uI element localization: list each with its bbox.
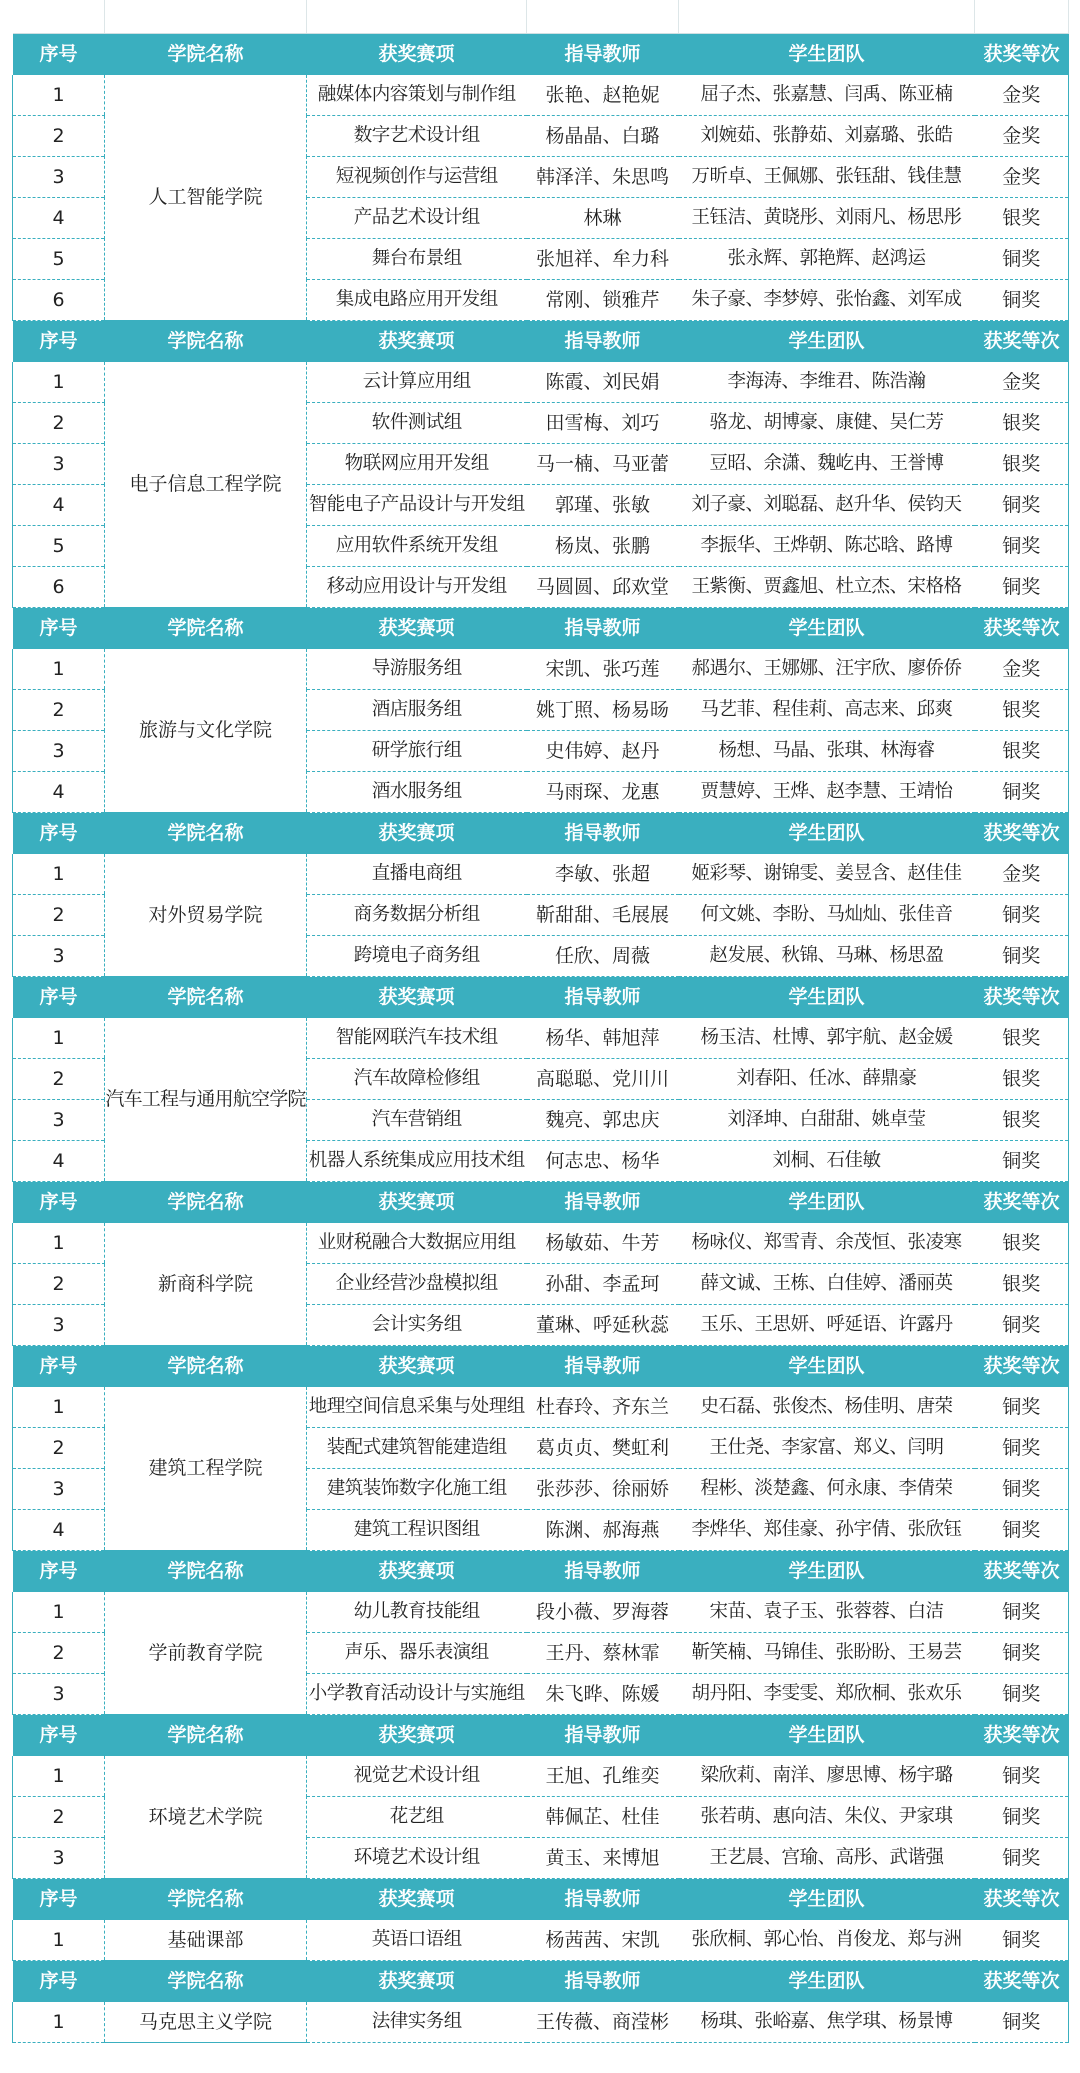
table-row <box>13 649 1069 690</box>
row-event: 移动应用设计与开发组 <box>307 567 527 608</box>
row-no: 3 <box>13 731 105 772</box>
header-award: 获奖等次 <box>975 34 1069 76</box>
row-event: 建筑工程识图组 <box>307 1510 527 1551</box>
row-event: 地理空间信息采集与处理组 <box>307 1387 527 1428</box>
row-award: 铜奖 <box>975 280 1069 321</box>
college-name: 环境艺术学院 <box>105 1756 307 1879</box>
row-team: 李海涛、李维君、陈浩瀚 <box>679 362 975 403</box>
row-event: 短视频创作与运营组 <box>307 157 527 198</box>
table-row <box>13 1387 1069 1428</box>
table-row <box>13 75 1069 116</box>
header-team: 学生团队 <box>679 813 975 855</box>
row-team: 豆昭、余潇、魏屹冉、王誉博 <box>679 444 975 485</box>
row-no: 3 <box>13 444 105 485</box>
table-row <box>13 1223 1069 1264</box>
row-award: 铜奖 <box>975 936 1069 977</box>
row-event: 软件测试组 <box>307 403 527 444</box>
header-team: 学生团队 <box>679 34 975 76</box>
table-row <box>13 1920 1069 1961</box>
row-teacher: 黄玉、来博旭 <box>527 1838 679 1879</box>
row-team: 骆龙、胡博豪、康健、吴仁芳 <box>679 403 975 444</box>
row-event: 直播电商组 <box>307 854 527 895</box>
header-no: 序号 <box>13 1182 105 1224</box>
row-teacher: 段小薇、罗海蓉 <box>527 1592 679 1633</box>
header-event: 获奖赛项 <box>307 977 527 1019</box>
row-team: 杨想、马晶、张琪、林海睿 <box>679 731 975 772</box>
row-award: 铜奖 <box>975 1756 1069 1797</box>
row-award: 银奖 <box>975 690 1069 731</box>
row-team: 马艺菲、程佳莉、高志来、邱爽 <box>679 690 975 731</box>
row-event: 企业经营沙盘模拟组 <box>307 1264 527 1305</box>
row-team: 赵发展、秋锦、马琳、杨思盈 <box>679 936 975 977</box>
row-team: 杨咏仪、郑雪青、余茂恒、张凌寒 <box>679 1223 975 1264</box>
row-award: 金奖 <box>975 362 1069 403</box>
row-teacher: 朱飞晔、陈媛 <box>527 1674 679 1715</box>
row-event: 智能电子产品设计与开发组 <box>307 485 527 526</box>
row-team: 贾慧婷、王烨、赵李慧、王靖怡 <box>679 772 975 813</box>
row-event: 机器人系统集成应用技术组 <box>307 1141 527 1182</box>
row-no: 1 <box>13 1223 105 1264</box>
college-name: 电子信息工程学院 <box>105 362 307 608</box>
header-college: 学院名称 <box>105 1551 307 1593</box>
row-award: 金奖 <box>975 116 1069 157</box>
header-college: 学院名称 <box>105 34 307 76</box>
row-award: 银奖 <box>975 1100 1069 1141</box>
row-event: 会计实务组 <box>307 1305 527 1346</box>
row-event: 云计算应用组 <box>307 362 527 403</box>
row-event: 法律实务组 <box>307 2002 527 2043</box>
row-team: 屈子杰、张嘉慧、闫禹、陈亚楠 <box>679 75 975 116</box>
row-no: 4 <box>13 1510 105 1551</box>
row-team: 何文姚、李盼、马灿灿、张佳音 <box>679 895 975 936</box>
row-no: 2 <box>13 116 105 157</box>
header-team: 学生团队 <box>679 1715 975 1757</box>
header-teacher: 指导教师 <box>527 1182 679 1224</box>
college-name: 旅游与文化学院 <box>105 649 307 813</box>
row-no: 3 <box>13 1100 105 1141</box>
row-award: 铜奖 <box>975 2002 1069 2043</box>
header-award: 获奖等次 <box>975 813 1069 855</box>
header-no: 序号 <box>13 813 105 855</box>
row-teacher: 李敏、张超 <box>527 854 679 895</box>
header-event: 获奖赛项 <box>307 1715 527 1757</box>
row-award: 银奖 <box>975 444 1069 485</box>
awards-table <box>12 0 1069 2043</box>
row-teacher: 杨敏茹、牛芳 <box>527 1223 679 1264</box>
row-award: 铜奖 <box>975 772 1069 813</box>
header-no: 序号 <box>13 321 105 363</box>
header-college: 学院名称 <box>105 1715 307 1757</box>
header-college: 学院名称 <box>105 1182 307 1224</box>
row-team: 刘泽坤、白甜甜、姚卓莹 <box>679 1100 975 1141</box>
row-award: 铜奖 <box>975 567 1069 608</box>
row-no: 1 <box>13 649 105 690</box>
header-event: 获奖赛项 <box>307 1961 527 2003</box>
header-award: 获奖等次 <box>975 321 1069 363</box>
header-award: 获奖等次 <box>975 977 1069 1019</box>
row-event: 视觉艺术设计组 <box>307 1756 527 1797</box>
row-award: 铜奖 <box>975 1141 1069 1182</box>
header-no: 序号 <box>13 1961 105 2003</box>
row-event: 小学教育活动设计与实施组 <box>307 1674 527 1715</box>
row-no: 1 <box>13 1018 105 1059</box>
row-event: 融媒体内容策划与制作组 <box>307 75 527 116</box>
header-teacher: 指导教师 <box>527 1879 679 1921</box>
row-team: 杨玉洁、杜博、郭宇航、赵金媛 <box>679 1018 975 1059</box>
table-row <box>13 854 1069 895</box>
row-award: 金奖 <box>975 854 1069 895</box>
table-row <box>13 1592 1069 1633</box>
row-award: 铜奖 <box>975 526 1069 567</box>
row-event: 应用软件系统开发组 <box>307 526 527 567</box>
row-event: 环境艺术设计组 <box>307 1838 527 1879</box>
row-event: 业财税融合大数据应用组 <box>307 1223 527 1264</box>
row-team: 杨琪、张峪嘉、焦学琪、杨景博 <box>679 2002 975 2043</box>
row-no: 2 <box>13 1059 105 1100</box>
header-team: 学生团队 <box>679 321 975 363</box>
row-award: 铜奖 <box>975 1633 1069 1674</box>
row-event: 汽车故障检修组 <box>307 1059 527 1100</box>
row-teacher: 常刚、锁雅芹 <box>527 280 679 321</box>
header-teacher: 指导教师 <box>527 34 679 76</box>
row-no: 3 <box>13 936 105 977</box>
row-event: 智能网联汽车技术组 <box>307 1018 527 1059</box>
row-teacher: 林琳 <box>527 198 679 239</box>
header-college: 学院名称 <box>105 1879 307 1921</box>
row-teacher: 王旭、孔维奕 <box>527 1756 679 1797</box>
row-team: 张永辉、郭艳辉、赵鸿运 <box>679 239 975 280</box>
college-name: 汽车工程与通用航空学院 <box>105 1018 307 1182</box>
row-award: 铜奖 <box>975 895 1069 936</box>
row-no: 4 <box>13 1141 105 1182</box>
row-teacher: 何志忠、杨华 <box>527 1141 679 1182</box>
row-award: 银奖 <box>975 1018 1069 1059</box>
row-event: 花艺组 <box>307 1797 527 1838</box>
header-event: 获奖赛项 <box>307 1182 527 1224</box>
row-award: 铜奖 <box>975 1920 1069 1961</box>
header-no: 序号 <box>13 608 105 650</box>
header-award: 获奖等次 <box>975 1715 1069 1757</box>
header-team: 学生团队 <box>679 977 975 1019</box>
table-row <box>13 1756 1069 1797</box>
header-team: 学生团队 <box>679 608 975 650</box>
header-team: 学生团队 <box>679 1346 975 1388</box>
row-no: 5 <box>13 239 105 280</box>
row-no: 1 <box>13 1592 105 1633</box>
row-teacher: 韩佩芷、杜佳 <box>527 1797 679 1838</box>
row-team: 刘春阳、任冰、薛鼎豪 <box>679 1059 975 1100</box>
header-row <box>13 321 1069 363</box>
row-no: 4 <box>13 485 105 526</box>
row-teacher: 王传薇、商滢彬 <box>527 2002 679 2043</box>
header-no: 序号 <box>13 977 105 1019</box>
header-award: 获奖等次 <box>975 1182 1069 1224</box>
row-event: 舞台布景组 <box>307 239 527 280</box>
row-teacher: 韩泽洋、朱思鸣 <box>527 157 679 198</box>
row-team: 朱子豪、李梦婷、张怡鑫、刘军成 <box>679 280 975 321</box>
row-event: 声乐、器乐表演组 <box>307 1633 527 1674</box>
row-no: 1 <box>13 854 105 895</box>
row-event: 导游服务组 <box>307 649 527 690</box>
row-no: 1 <box>13 1756 105 1797</box>
header-team: 学生团队 <box>679 1551 975 1593</box>
row-award: 铜奖 <box>975 1838 1069 1879</box>
header-college: 学院名称 <box>105 813 307 855</box>
row-no: 2 <box>13 1428 105 1469</box>
row-no: 1 <box>13 1387 105 1428</box>
row-teacher: 靳甜甜、毛展展 <box>527 895 679 936</box>
row-teacher: 杨茜茜、宋凯 <box>527 1920 679 1961</box>
row-no: 3 <box>13 1469 105 1510</box>
row-team: 史石磊、张俊杰、杨佳明、唐荣 <box>679 1387 975 1428</box>
row-no: 4 <box>13 198 105 239</box>
row-no: 2 <box>13 690 105 731</box>
row-team: 姬彩琴、谢锦雯、姜昱含、赵佳佳 <box>679 854 975 895</box>
row-award: 铜奖 <box>975 1510 1069 1551</box>
row-teacher: 马雨琛、龙惠 <box>527 772 679 813</box>
top-spacer-row <box>13 0 1069 34</box>
row-teacher: 杨华、韩旭萍 <box>527 1018 679 1059</box>
row-no: 2 <box>13 895 105 936</box>
row-team: 程彬、淡楚鑫、何永康、李倩荣 <box>679 1469 975 1510</box>
row-team: 李振华、王烨朝、陈芯晗、路博 <box>679 526 975 567</box>
header-row <box>13 1879 1069 1921</box>
header-team: 学生团队 <box>679 1879 975 1921</box>
row-award: 铜奖 <box>975 1428 1069 1469</box>
row-no: 5 <box>13 526 105 567</box>
row-award: 铜奖 <box>975 1797 1069 1838</box>
header-row <box>13 1551 1069 1593</box>
row-no: 1 <box>13 2002 105 2043</box>
header-row <box>13 1715 1069 1757</box>
row-event: 商务数据分析组 <box>307 895 527 936</box>
header-teacher: 指导教师 <box>527 977 679 1019</box>
college-name: 学前教育学院 <box>105 1592 307 1715</box>
row-team: 薛文诚、王栋、白佳婷、潘丽英 <box>679 1264 975 1305</box>
row-no: 1 <box>13 75 105 116</box>
header-team: 学生团队 <box>679 1182 975 1224</box>
row-team: 张欣桐、郭心怡、肖俊龙、郑与洲 <box>679 1920 975 1961</box>
row-team: 玉乐、王思妍、呼延语、许露丹 <box>679 1305 975 1346</box>
row-teacher: 田雪梅、刘巧 <box>527 403 679 444</box>
row-event: 产品艺术设计组 <box>307 198 527 239</box>
header-row <box>13 34 1069 76</box>
header-college: 学院名称 <box>105 1961 307 2003</box>
row-teacher: 陈渊、郝海燕 <box>527 1510 679 1551</box>
row-teacher: 杨岚、张鹏 <box>527 526 679 567</box>
row-teacher: 宋凯、张巧莲 <box>527 649 679 690</box>
header-row <box>13 1346 1069 1388</box>
row-teacher: 葛贞贞、樊虹利 <box>527 1428 679 1469</box>
row-event: 英语口语组 <box>307 1920 527 1961</box>
row-no: 3 <box>13 1674 105 1715</box>
header-teacher: 指导教师 <box>527 321 679 363</box>
header-event: 获奖赛项 <box>307 321 527 363</box>
row-team: 郝遇尔、王娜娜、汪宇欣、廖侨侨 <box>679 649 975 690</box>
row-team: 王仕尧、李家富、郑义、闫明 <box>679 1428 975 1469</box>
college-name: 建筑工程学院 <box>105 1387 307 1551</box>
row-award: 银奖 <box>975 1059 1069 1100</box>
row-event: 集成电路应用开发组 <box>307 280 527 321</box>
header-award: 获奖等次 <box>975 1961 1069 2003</box>
row-award: 铜奖 <box>975 1305 1069 1346</box>
table-row <box>13 1018 1069 1059</box>
row-no: 2 <box>13 1797 105 1838</box>
row-no: 6 <box>13 280 105 321</box>
row-team: 宋苗、袁子玉、张蓉蓉、白洁 <box>679 1592 975 1633</box>
header-no: 序号 <box>13 34 105 76</box>
row-no: 1 <box>13 1920 105 1961</box>
row-award: 铜奖 <box>975 485 1069 526</box>
header-row <box>13 813 1069 855</box>
row-event: 酒店服务组 <box>307 690 527 731</box>
header-no: 序号 <box>13 1346 105 1388</box>
row-teacher: 姚丁照、杨易旸 <box>527 690 679 731</box>
row-team: 靳笑楠、马锦佳、张盼盼、王易芸 <box>679 1633 975 1674</box>
table-row <box>13 362 1069 403</box>
college-name: 新商科学院 <box>105 1223 307 1346</box>
header-event: 获奖赛项 <box>307 1346 527 1388</box>
row-event: 酒水服务组 <box>307 772 527 813</box>
row-teacher: 王丹、蔡林霏 <box>527 1633 679 1674</box>
row-award: 金奖 <box>975 157 1069 198</box>
row-team: 万昕卓、王佩娜、张钰甜、钱佳慧 <box>679 157 975 198</box>
row-event: 装配式建筑智能建造组 <box>307 1428 527 1469</box>
header-row <box>13 1182 1069 1224</box>
row-event: 数字艺术设计组 <box>307 116 527 157</box>
header-no: 序号 <box>13 1879 105 1921</box>
row-teacher: 张艳、赵艳妮 <box>527 75 679 116</box>
row-no: 3 <box>13 1838 105 1879</box>
row-event: 物联网应用开发组 <box>307 444 527 485</box>
row-team: 胡丹阳、李雯雯、郑欣桐、张欢乐 <box>679 1674 975 1715</box>
header-college: 学院名称 <box>105 1346 307 1388</box>
row-team: 王艺晨、宫瑜、高彤、武谐强 <box>679 1838 975 1879</box>
row-event: 研学旅行组 <box>307 731 527 772</box>
row-award: 银奖 <box>975 731 1069 772</box>
row-no: 6 <box>13 567 105 608</box>
row-award: 铜奖 <box>975 1469 1069 1510</box>
header-award: 获奖等次 <box>975 608 1069 650</box>
row-team: 梁欣莉、南洋、廖思博、杨宇璐 <box>679 1756 975 1797</box>
row-teacher: 郭瑾、张敏 <box>527 485 679 526</box>
row-award: 铜奖 <box>975 239 1069 280</box>
row-team: 李烨华、郑佳豪、孙宇倩、张欣钰 <box>679 1510 975 1551</box>
row-team: 王钰洁、黄晓彤、刘雨凡、杨思彤 <box>679 198 975 239</box>
row-award: 银奖 <box>975 1264 1069 1305</box>
header-event: 获奖赛项 <box>307 608 527 650</box>
row-award: 金奖 <box>975 75 1069 116</box>
header-team: 学生团队 <box>679 1961 975 2003</box>
table-row <box>13 2002 1069 2043</box>
row-no: 2 <box>13 1633 105 1674</box>
row-award: 铜奖 <box>975 1592 1069 1633</box>
header-event: 获奖赛项 <box>307 813 527 855</box>
header-event: 获奖赛项 <box>307 1551 527 1593</box>
row-event: 汽车营销组 <box>307 1100 527 1141</box>
row-team: 刘桐、石佳敏 <box>679 1141 975 1182</box>
header-teacher: 指导教师 <box>527 1715 679 1757</box>
row-award: 铜奖 <box>975 1387 1069 1428</box>
header-teacher: 指导教师 <box>527 813 679 855</box>
row-no: 3 <box>13 157 105 198</box>
row-teacher: 马一楠、马亚蕾 <box>527 444 679 485</box>
header-teacher: 指导教师 <box>527 608 679 650</box>
header-college: 学院名称 <box>105 608 307 650</box>
college-name: 对外贸易学院 <box>105 854 307 977</box>
row-event: 建筑装饰数字化施工组 <box>307 1469 527 1510</box>
row-teacher: 孙甜、李孟珂 <box>527 1264 679 1305</box>
row-event: 幼儿教育技能组 <box>307 1592 527 1633</box>
row-award: 银奖 <box>975 403 1069 444</box>
header-teacher: 指导教师 <box>527 1961 679 2003</box>
row-team: 王紫衡、贾鑫旭、杜立杰、宋格格 <box>679 567 975 608</box>
row-no: 4 <box>13 772 105 813</box>
row-event: 跨境电子商务组 <box>307 936 527 977</box>
row-teacher: 任欣、周薇 <box>527 936 679 977</box>
row-no: 2 <box>13 1264 105 1305</box>
header-award: 获奖等次 <box>975 1879 1069 1921</box>
header-row <box>13 977 1069 1019</box>
row-teacher: 魏亮、郭忠庆 <box>527 1100 679 1141</box>
college-name: 马克思主义学院 <box>105 2002 307 2043</box>
header-college: 学院名称 <box>105 321 307 363</box>
row-teacher: 张旭祥、牟力科 <box>527 239 679 280</box>
header-event: 获奖赛项 <box>307 34 527 76</box>
row-team: 刘子豪、刘聪磊、赵升华、侯钧天 <box>679 485 975 526</box>
row-teacher: 杨晶晶、白璐 <box>527 116 679 157</box>
header-teacher: 指导教师 <box>527 1551 679 1593</box>
header-row <box>13 608 1069 650</box>
row-award: 银奖 <box>975 198 1069 239</box>
row-team: 刘婉茹、张静茹、刘嘉璐、张皓 <box>679 116 975 157</box>
row-teacher: 陈霞、刘民娟 <box>527 362 679 403</box>
row-award: 银奖 <box>975 1223 1069 1264</box>
row-teacher: 马圆圆、邱欢堂 <box>527 567 679 608</box>
row-teacher: 史伟婷、赵丹 <box>527 731 679 772</box>
row-no: 1 <box>13 362 105 403</box>
row-team: 张若萌、惠向洁、朱仪、尹家琪 <box>679 1797 975 1838</box>
row-teacher: 张莎莎、徐丽娇 <box>527 1469 679 1510</box>
header-award: 获奖等次 <box>975 1346 1069 1388</box>
row-teacher: 高聪聪、党川川 <box>527 1059 679 1100</box>
header-award: 获奖等次 <box>975 1551 1069 1593</box>
header-teacher: 指导教师 <box>527 1346 679 1388</box>
row-award: 金奖 <box>975 649 1069 690</box>
header-no: 序号 <box>13 1715 105 1757</box>
college-name: 人工智能学院 <box>105 75 307 321</box>
row-teacher: 杜春玲、齐东兰 <box>527 1387 679 1428</box>
header-event: 获奖赛项 <box>307 1879 527 1921</box>
header-college: 学院名称 <box>105 977 307 1019</box>
row-teacher: 董琳、呼延秋蕊 <box>527 1305 679 1346</box>
row-award: 铜奖 <box>975 1674 1069 1715</box>
row-no: 3 <box>13 1305 105 1346</box>
row-no: 2 <box>13 403 105 444</box>
header-row <box>13 1961 1069 2003</box>
college-name: 基础课部 <box>105 1920 307 1961</box>
header-no: 序号 <box>13 1551 105 1593</box>
